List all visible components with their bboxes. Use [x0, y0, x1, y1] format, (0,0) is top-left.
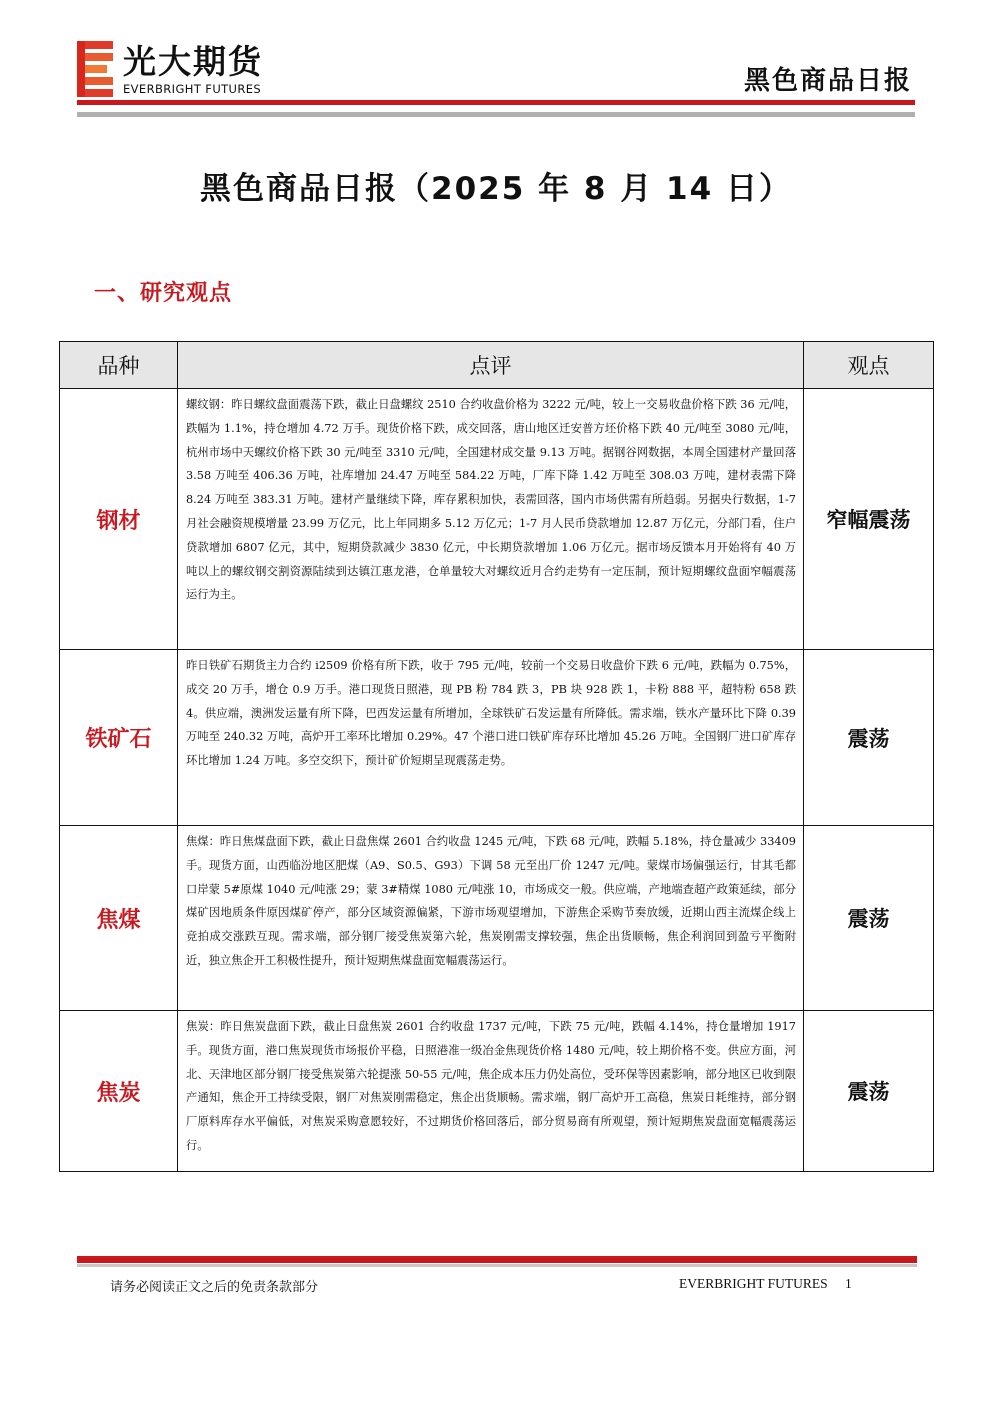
comment-cell: 昨日铁矿石期货主力合约 i2509 价格有所下跌，收于 795 元/吨，较前一个交易日收盘价下跌 6 元/吨，跌幅为 0.75%，成交 20 万手，增仓 0.9 万手。港口现货日照港，现 PB 粉 784 跌 3，PB 块 928 跌 1，卡粉 888 平，超特粉 658 跌 4。供应端，澳洲发运量有所下降，巴西发运量有所增加，全球铁矿石发运量有所降低。需求端，铁水产量环比下降 0.39 万吨至 240.32 万吨，高炉开工率环比增加 0.29%。47 个港口进口铁矿库存环比增加 45.26 万吨。全国钢厂进口矿库存环比增加 1.24 万吨。多空交织下，预计矿价短期呈现震荡走势。 [178, 650, 804, 826]
comment-cell: 焦炭：昨日焦炭盘面下跌，截止日盘焦炭 2601 合约收盘 1737 元/吨，下跌 75 元/吨，跌幅 4.14%，持仓量增加 1917 手。现货方面，港口焦炭现货市场报价平稳，日照港准一级冶金焦现货价格 1480 元/吨，较上期价格不变。供应方面，河北、天津地区部分钢厂接受焦炭第六轮提涨 50-55 元/吨，焦企成本压力仍处高位，受环保等因素影响，部分地区已收到限产通知，焦企开工持续受限，钢厂对焦炭刚需稳定，焦企出货顺畅。需求端，钢厂高炉开工高稳，焦炭日耗维持，部分钢厂原料库存水平偏低，对焦炭采购意愿较好，不过期货价格回落后，部分贸易商有所观望，预计短期焦炭盘面宽幅震荡运行。 [178, 1011, 804, 1172]
footer-company-name: EVERBRIGHT FUTURES [679, 1276, 828, 1291]
header-divider-red [77, 100, 915, 105]
header-report-name: 黑色商品日报 [743, 66, 912, 96]
company-logo [77, 41, 287, 97]
view-cell: 震荡 [804, 1011, 934, 1172]
column-header-view: 观点 [804, 342, 934, 389]
comment-cell: 螺纹钢：昨日螺纹盘面震荡下跌，截止日盘螺纹 2510 合约收盘价格为 3222 元/吨，较上一交易收盘价格下跌 36 元/吨，跌幅为 1.1%，持仓增加 4.72 万手。现货价格下跌，成交回落，唐山地区迁安普方坯价格下跌 40 元/吨至 3080 元/吨，杭州市场中天螺纹价格下跌 30 元/吨至 3310 元/吨，全国建材成交量 9.13 万吨。据钢谷网数据，本周全国建材产量回落 3.58 万吨至 406.36 万吨，社库增加 24.47 万吨至 584.22 万吨，厂库下降 1.42 万吨至 308.03 万吨，建材表需下降 8.24 万吨至 383.31 万吨。建材产量继续下降，库存累积加快，表需回落，国内市场供需有所趋弱。另据央行数据，1-7 月社会融资规模增量 23.99 万亿元，比上年同期多 5.12 万亿元；1-7 月人民币贷款增加 12.87 万亿元，分部门看，住户贷款增加 6807 亿元，其中，短期贷款减少 3830 亿元，中长期贷款增加 1.06 万亿元。据市场反馈本月开始将有 40 万吨以上的螺纹钢交割资源陆续到达镇江惠龙港，仓单量较大对螺纹近月合约走势有一定压制，预计短期螺纹盘面窄幅震荡运行为主。 [178, 389, 804, 650]
everbright-logo-icon [77, 41, 113, 97]
research-view-table [59, 341, 934, 1172]
table-row [60, 1011, 934, 1172]
table-header-row [60, 342, 934, 389]
footer-brand [679, 1276, 852, 1292]
logo-english-name: EVERBRIGHT FUTURES [123, 82, 262, 96]
view-cell: 震荡 [804, 650, 934, 826]
column-header-variety: 品种 [60, 342, 178, 389]
table-row [60, 650, 934, 826]
footer-divider-red [77, 1256, 917, 1263]
variety-cell: 钢材 [60, 389, 178, 650]
header-divider-gray [77, 112, 915, 117]
page-number: 1 [845, 1276, 852, 1291]
table-row [60, 389, 934, 650]
logo-chinese-name: 光大期货 [123, 42, 263, 81]
comment-cell: 焦煤：昨日焦煤盘面下跌，截止日盘焦煤 2601 合约收盘 1245 元/吨，下跌 68 元/吨，跌幅 5.18%，持仓量减少 33409 手。现货方面，山西临汾地区肥煤（A9、S0.5、G93）下调 58 元至出厂价 1247 元/吨。蒙煤市场偏强运行，甘其毛都口岸蒙 5#原煤 1040 元/吨涨 29；蒙 3#精煤 1080 元/吨涨 10，市场成交一般。供应端，产地端查超产政策延续，部分煤矿因地质条件原因煤矿停产，部分区域资源偏紧，下游市场观望增加，下游焦企采购节奏放缓，近期山西主流煤企线上竞拍成交涨跌互现。需求端，部分钢厂接受焦炭第六轮，焦炭刚需支撑较强，焦企出货顺畅，焦企利润回到盈亏平衡附近，独立焦企开工积极性提升，预计短期焦煤盘面宽幅震荡运行。 [178, 826, 804, 1011]
footer-divider-gray [77, 1264, 917, 1267]
column-header-comment: 点评 [178, 342, 804, 389]
section-heading: 一、研究观点 [94, 281, 233, 306]
view-cell: 窄幅震荡 [804, 389, 934, 650]
variety-cell: 焦煤 [60, 826, 178, 1011]
document-title: 黑色商品日报（2025 年 8 月 14 日） [200, 171, 792, 207]
table-row [60, 826, 934, 1011]
footer-disclaimer: 请务必阅读正文之后的免责条款部分 [110, 1280, 319, 1295]
variety-cell: 铁矿石 [60, 650, 178, 826]
variety-cell: 焦炭 [60, 1011, 178, 1172]
view-cell: 震荡 [804, 826, 934, 1011]
